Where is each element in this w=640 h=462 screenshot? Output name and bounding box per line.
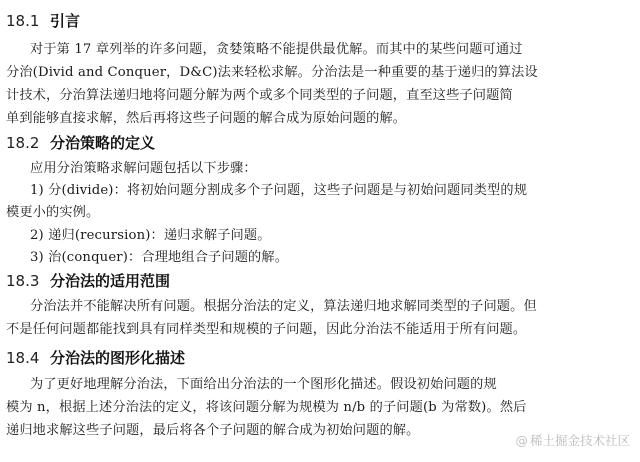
section-number: 18.2 <box>6 134 40 152</box>
watermark-at-symbol: @ <box>515 433 528 448</box>
paragraph-line: 模为 n，根据上述分治法的定义，将该问题分解为规模为 n/b 的子问题(b 为常数)。然后 <box>6 400 527 415</box>
section-title: 分治法的图形化描述 <box>50 349 186 367</box>
paragraph-line: 为了更好地理解分治法，下面给出分治法的一个图形化描述。假设初始问题的规 <box>30 377 497 392</box>
paragraph-line: 模更小的实例。 <box>6 205 100 220</box>
section-heading-18-2 <box>6 133 155 153</box>
list-item-recursion: 2) 递归(recursion)：递归求解子问题。 <box>30 228 271 243</box>
paragraph-line: 单到能够直接求解，然后再将这些子问题的解合成为原始问题的解。 <box>6 111 407 126</box>
paragraph-line: 对于第 17 章列举的许多问题，贪婪策略不能提供最优解。而其中的某些问题可通过 <box>30 42 523 57</box>
paragraph-line: 计技术，分治算法递归地将问题分解为两个或多个同类型的子问题，直至这些子问题简 <box>6 88 513 103</box>
watermark <box>515 432 630 450</box>
section-number: 18.4 <box>6 349 40 367</box>
paragraph-line: 分治法并不能解决所有问题。根据分治法的定义，算法递归地求解同类型的子问题。但 <box>30 299 537 314</box>
watermark-text: 稀土掘金技术社区 <box>529 433 630 448</box>
paragraph-line: 分治(Divid and Conquer，D&C)法来轻松求解。分治法是一种重要的基于递归的算法设 <box>6 65 538 80</box>
section-heading-18-1 <box>6 11 80 31</box>
list-item-conquer: 3) 治(conquer)：合理地组合子问题的解。 <box>30 250 289 265</box>
section-title: 引言 <box>50 12 81 30</box>
list-item-divide: 1) 分(divide)：将初始问题分割成多个子问题，这些子问题是与初始问题同类型的规 <box>30 183 528 198</box>
section-heading-18-4 <box>6 348 185 368</box>
paragraph-line: 不是任何问题都能找到具有同样类型和规模的子问题，因此分治法不能适用于所有问题。 <box>6 322 527 337</box>
paragraph-line: 递归地求解这些子问题，最后将各个子问题的解合成为初始问题的解。 <box>6 423 420 438</box>
paragraph-line: 应用分治策略求解问题包括以下步骤： <box>30 161 257 176</box>
section-title: 分治法的适用范围 <box>50 272 171 290</box>
section-number: 18.3 <box>6 272 40 290</box>
section-number: 18.1 <box>6 12 40 30</box>
section-title: 分治策略的定义 <box>50 134 156 152</box>
section-heading-18-3 <box>6 271 170 291</box>
